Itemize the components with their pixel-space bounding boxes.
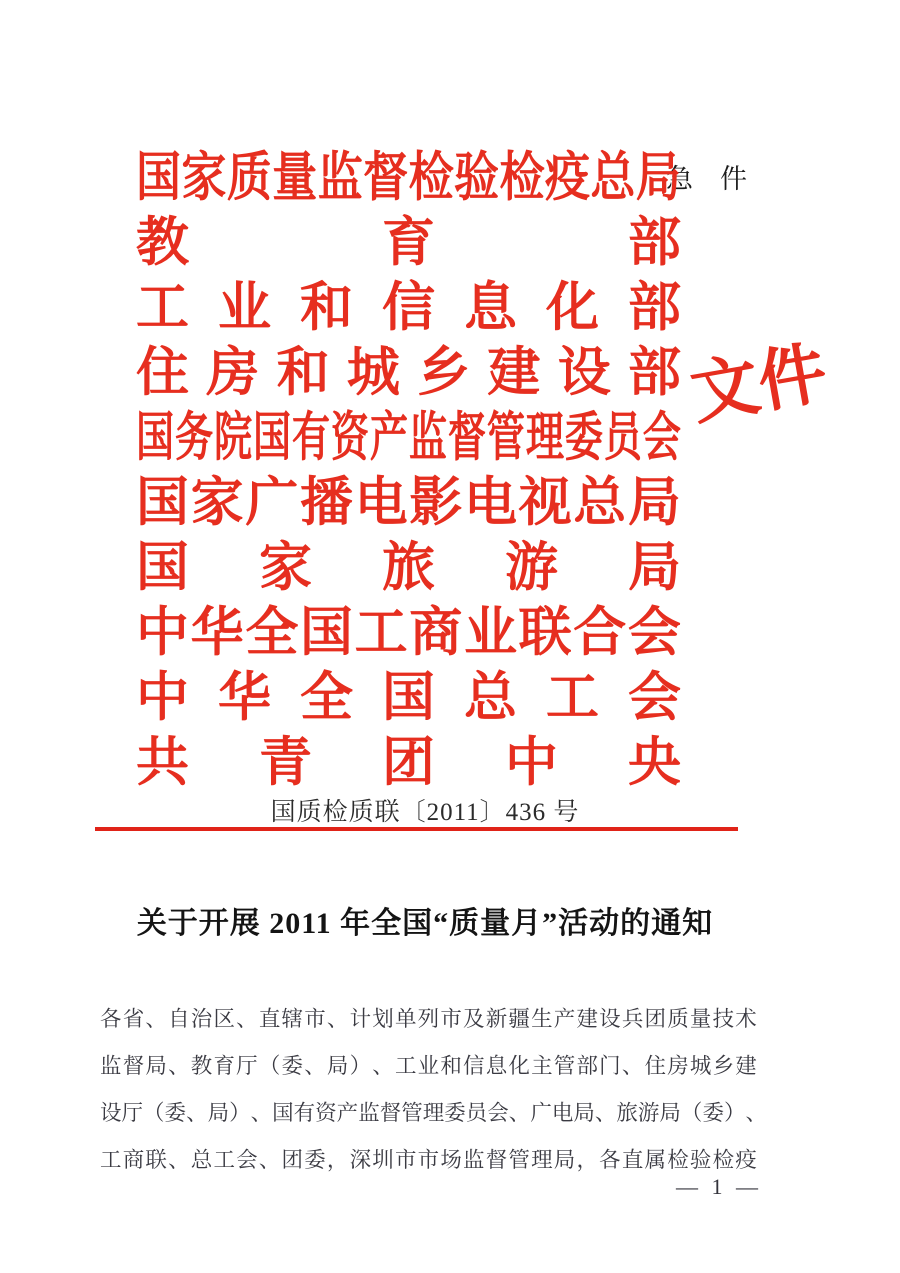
agency-line: 国 家 质 量 监 督 检 验 检 疫 总 局 <box>136 149 681 207</box>
agency-line: 教 育 部 <box>136 214 681 272</box>
document-type-label: 文件 <box>685 334 833 433</box>
red-divider-line <box>95 827 738 831</box>
agency-line: 住 房 和 城 乡 建 设 部 <box>136 344 681 402</box>
page-number: — 1 — <box>676 1174 762 1199</box>
body-line: 各 省 、 自 治 区 、 直 辖 市 、 计 划 单 列 市 及 新 疆 生 产 建 设 兵 团 质 量 技 术 <box>100 1006 757 1031</box>
letterhead-agency-list <box>136 146 893 796</box>
body-line: 监 督 局 、 教 育 厅 （ 委 、 局 ） 、 工 业 和 信 息 化 主 管 部 门 、 住 房 城 乡 建 <box>100 1053 757 1078</box>
agency-line: 共 青 团 中 央 <box>136 734 681 792</box>
document-reference-number: 国质检质联〔2011〕436 号 <box>270 799 580 826</box>
body-line: 工 商 联 、 总 工 会 、 团 委 ， 深 圳 市 市 场 监 督 管 理 局 ， 各 直 属 检 验 检 疫 <box>100 1147 757 1172</box>
agency-line: 国 家 广 播 电 影 电 视 总 局 <box>136 474 681 532</box>
body-paragraph <box>100 996 767 1184</box>
agency-line: 国 家 旅 游 局 <box>136 539 681 597</box>
body-line: 设 厅 （ 委 、 局 ） 、 国 有 资 产 监 督 管 理 委 员 会 、 广 电 局 、 旅 游 局 （ 委 ） 、 <box>100 1100 767 1125</box>
agency-line: 中 华 全 国 总 工 会 <box>136 669 681 727</box>
agency-line: 工 业 和 信 息 化 部 <box>136 279 681 337</box>
agency-line: 中 华 全 国 工 商 业 联 合 会 <box>136 604 681 662</box>
urgency-label: 急 件 <box>666 164 747 194</box>
document-title: 关于开展 2011 年全国“质量月”活动的通知 <box>136 907 714 940</box>
agency-line: 国 务 院 国 有 资 产 监 督 管 理 委 员 会 <box>136 409 681 467</box>
